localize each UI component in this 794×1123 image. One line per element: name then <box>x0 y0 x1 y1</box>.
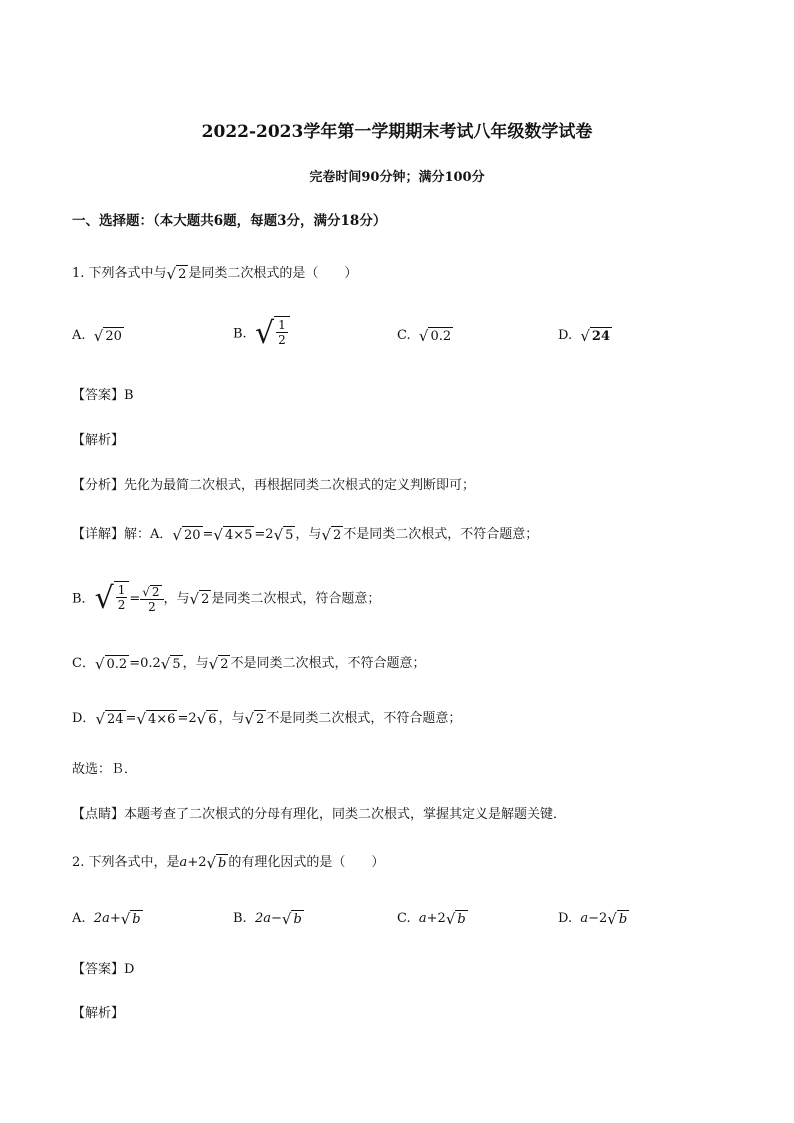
option-label: C. <box>397 328 411 343</box>
radicand: 24 <box>591 328 611 344</box>
answer-label: 【答案】B <box>72 388 134 403</box>
fraction: √ 2 2 <box>140 584 163 614</box>
q1-option-a <box>72 326 124 346</box>
sqrt-expression: √ 2 <box>189 590 210 608</box>
sqrt-expression: √ b <box>445 909 466 928</box>
analysis-label-2: 【解析】 <box>72 1006 125 1021</box>
sqrt-expression: √ 4×6 <box>136 709 176 728</box>
detail-c: C． √ 0.2 =0.2 √ 5 ，与 √ 2 不是同类二次根式，不符合题意； <box>72 654 426 673</box>
radical-sign-icon: √ <box>254 316 275 351</box>
sqrt-expression: √ 5 <box>273 525 294 544</box>
radical-sign-icon: √ <box>321 525 331 544</box>
radicand: 2 <box>178 266 187 282</box>
option-label: B. <box>233 326 247 342</box>
detail-b: B． √ $\frac{1}{2}$ = √ 2 2 ，与 √ 2 是同类二次根式，符合题意； <box>72 581 381 616</box>
sqrt-expression: √ 2 <box>244 709 265 728</box>
radical-sign-icon: √ <box>166 264 177 283</box>
sqrt-expression: √ 5 <box>160 654 181 673</box>
section-heading: 一、选择题：（本大题共6题，每题3分，满分18分） <box>72 213 387 229</box>
sqrt-expression: √ 0.2 <box>94 654 128 673</box>
radical-sign-icon: √ <box>206 853 217 872</box>
radical-sign-icon: √ <box>445 909 456 928</box>
dianjing-text: 【点睛】本题考查了二次根式的分母有理化，同类二次根式，掌握其定义是解题关键． <box>72 807 567 822</box>
sqrt-expression: √ 2 <box>321 525 342 544</box>
analysis-text: 【分析】先化为最简二次根式，再根据同类二次根式的定义判断即可； <box>72 478 476 493</box>
question-2: 2. 下列各式中，是a+2 √ b 的有理化因式的是（ ） <box>72 853 385 872</box>
radical-sign-icon: √ <box>160 654 171 673</box>
q1-option-b <box>233 316 290 352</box>
radical-sign-icon: √ <box>607 909 617 928</box>
radical-sign-icon: √ <box>208 654 219 673</box>
sqrt-expression: √ 4×5 <box>213 525 253 544</box>
page-title: 2022-2023学年第一学期期末考试八年级数学试卷 <box>201 122 593 142</box>
q1-option-d <box>558 326 612 346</box>
sqrt-expression: √ 20 <box>172 525 201 544</box>
sqrt-expression: √ 6 <box>196 709 217 728</box>
radical-sign-icon: √ <box>94 581 114 616</box>
q2-option-c: C. a+2 √ b <box>397 909 466 928</box>
q2-option-d: D. a−2 √ b <box>558 909 628 928</box>
radicand: 20 <box>105 328 122 344</box>
sqrt-expression <box>95 581 130 617</box>
q1-option-c <box>397 326 453 346</box>
question-1-suffix: 是同类二次根式的是（ ） <box>188 266 358 281</box>
sqrt-expression <box>255 316 290 352</box>
sqrt-expression: √ 24 <box>95 709 124 728</box>
radical-sign-icon: √ <box>142 584 150 599</box>
sqrt-expression <box>94 327 124 345</box>
fraction: $\frac{1}{2}$ <box>278 318 286 347</box>
detail-d: D． √ 24 = √ 4×6 =2 √ 6 ，与 √ 2 不是同类二次根式，不符合题意； <box>72 709 462 728</box>
fraction: $\frac{1}{2}$ <box>117 583 126 612</box>
radical-sign-icon: √ <box>94 654 105 673</box>
sqrt-expression <box>419 327 453 345</box>
option-label: A. <box>72 328 86 343</box>
choice-text: 故选：Ｂ． <box>72 762 138 777</box>
radical-sign-icon: √ <box>189 590 200 608</box>
analysis-label: 【解析】 <box>72 433 125 448</box>
sqrt-expression: √ b <box>607 909 628 928</box>
sqrt-expression <box>167 265 189 283</box>
radical-sign-icon: √ <box>196 709 207 728</box>
radicand: 0.2 <box>430 328 452 344</box>
radical-sign-icon: √ <box>172 525 182 544</box>
radical-sign-icon: √ <box>281 909 292 928</box>
sqrt-expression <box>580 327 612 345</box>
radical-sign-icon: √ <box>136 709 147 728</box>
sqrt-expression: √ b <box>120 909 141 928</box>
answer-label-2: 【答案】D <box>72 962 135 977</box>
radical-sign-icon: √ <box>120 909 131 928</box>
sqrt-expression: √ 2 <box>208 654 229 673</box>
radical-sign-icon: √ <box>418 326 429 345</box>
question-1 <box>72 264 357 284</box>
question-1-prefix: 1. 下列各式中与 <box>72 266 167 281</box>
sqrt-expression: √ b <box>281 909 302 928</box>
radical-sign-icon: √ <box>244 709 255 728</box>
detail-a: 【详解】解：A． √ 20 = √ 4×5 =2 √ 5 ，与 √ 2 不是同类二次根式，不符合题意； <box>72 525 539 544</box>
radical-sign-icon: √ <box>95 709 105 728</box>
radical-sign-icon: √ <box>213 525 223 544</box>
q2-option-a: A. 2a+ √ b <box>72 909 141 928</box>
radical-sign-icon: √ <box>93 326 104 345</box>
radical-sign-icon: √ <box>273 525 284 544</box>
option-label: D. <box>558 328 573 343</box>
sqrt-expression: √ b <box>206 853 227 872</box>
radical-sign-icon: √ <box>580 326 590 345</box>
q2-option-b: B. 2a− √ b <box>233 909 302 928</box>
page-subtitle: 完卷时间90分钟；满分100分 <box>309 170 485 185</box>
